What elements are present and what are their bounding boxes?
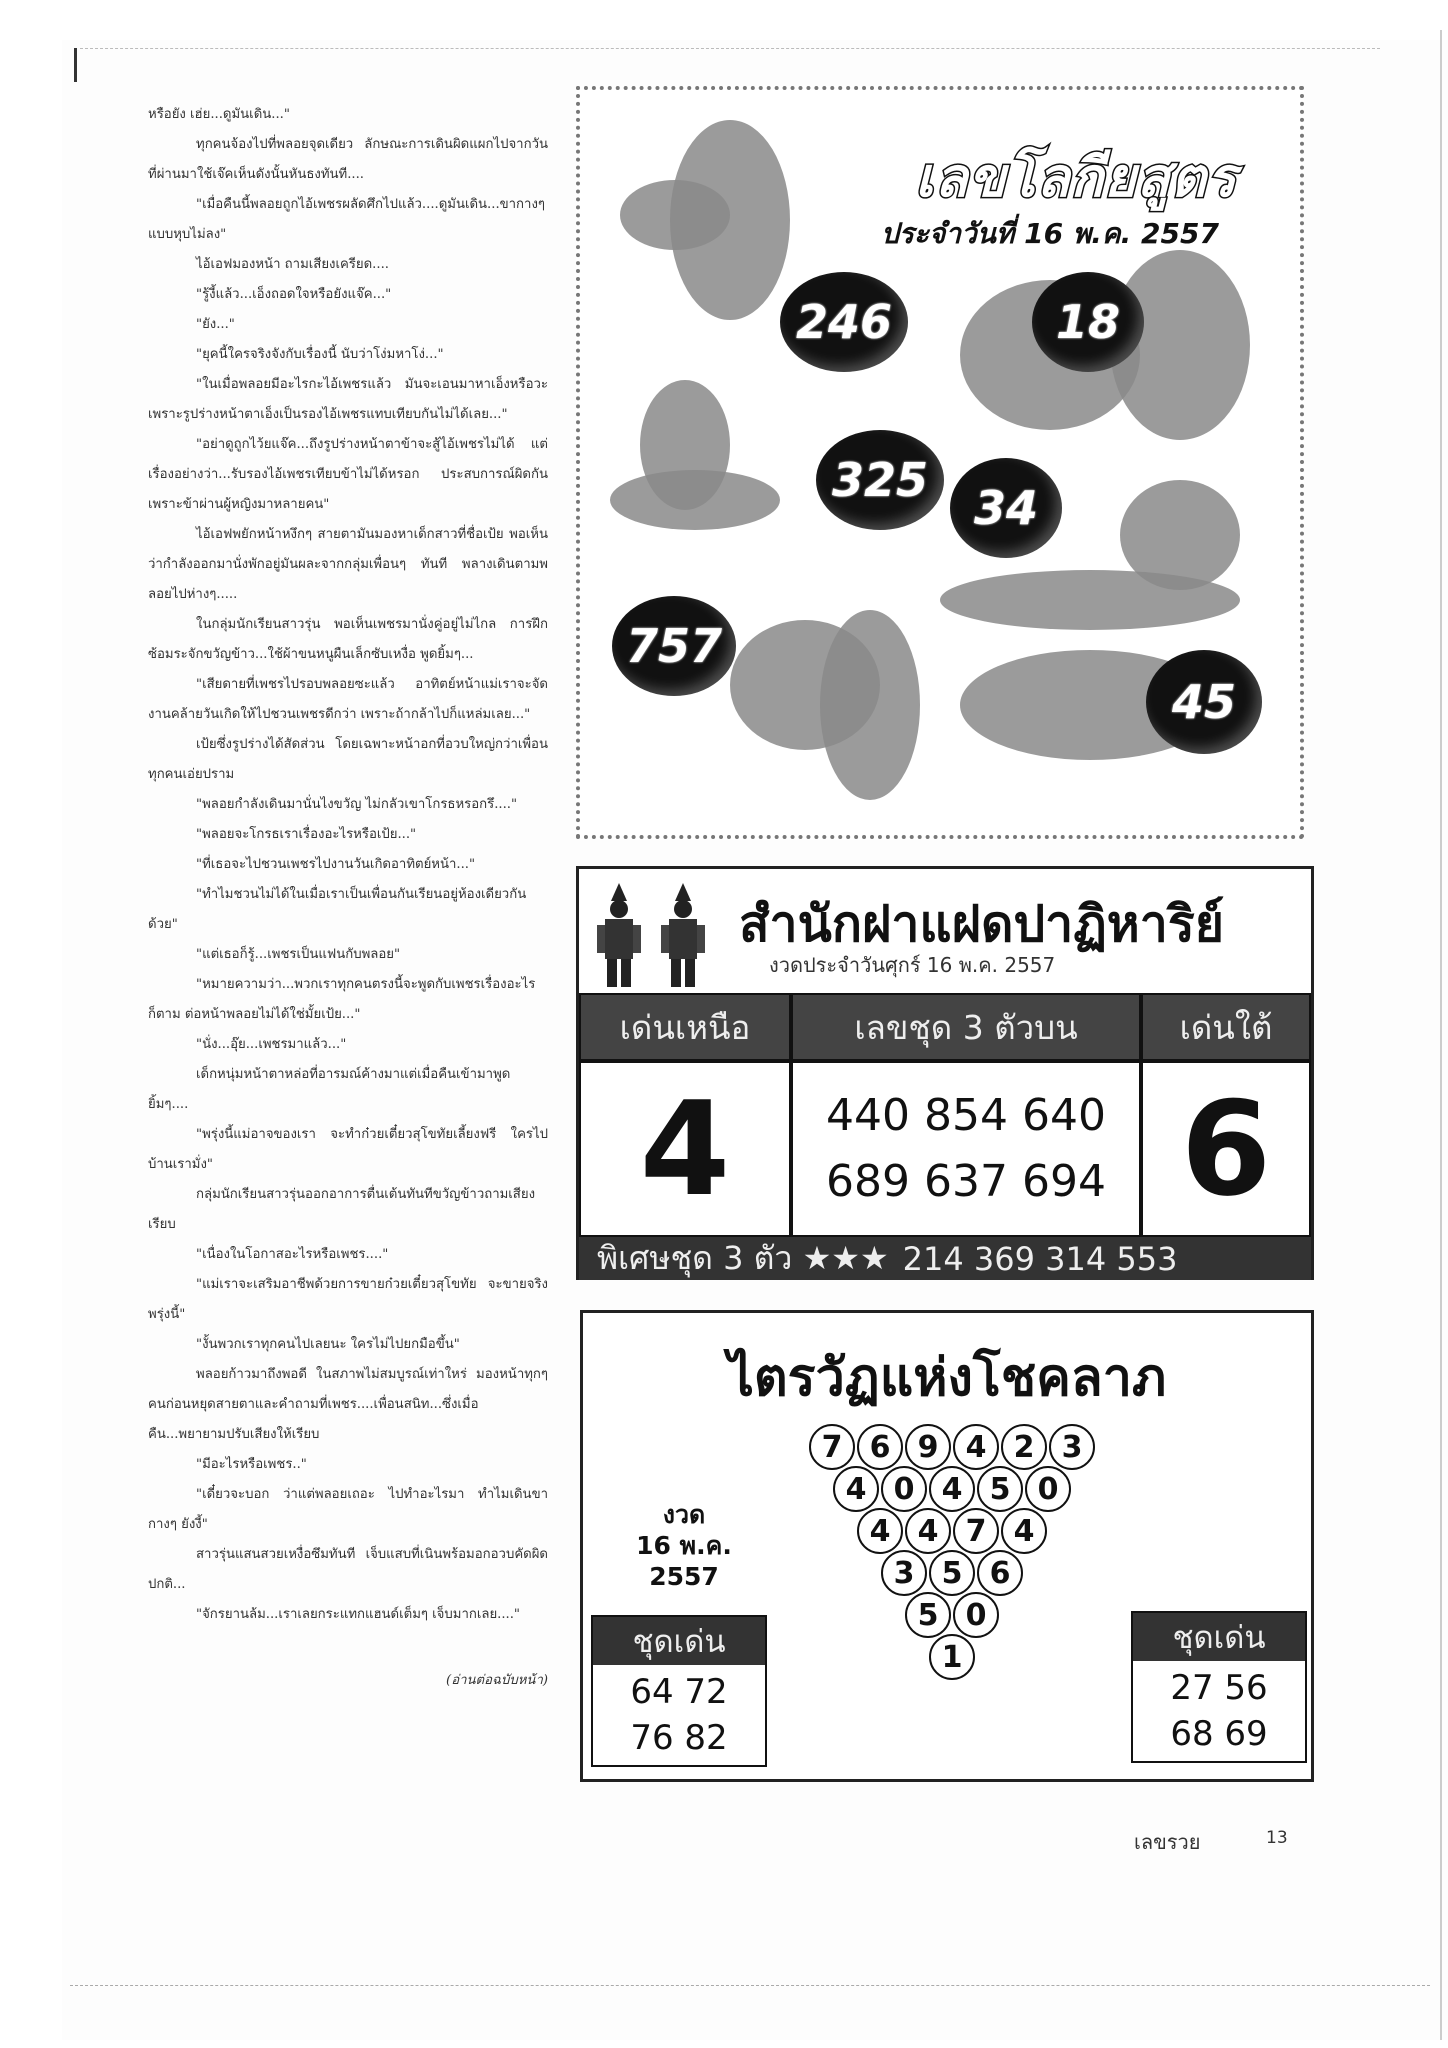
left-featured-value: 64 72	[630, 1672, 728, 1712]
number-ball: 34	[950, 458, 1062, 558]
col-head-south: เด่นใต้	[1141, 993, 1311, 1061]
page-number: 13	[1266, 1828, 1288, 1848]
story-paragraph: กลุ่มนักเรียนสาวรุ่นออกอาการตื่นเต้นทันทีขวัญข้าวถามเสียงเรียบ	[148, 1187, 536, 1232]
triangle-digit: 4	[869, 1514, 891, 1549]
triangle-digit: 1	[941, 1640, 963, 1675]
story-paragraph: "รู้งี้แล้ว...เอ็งถอดใจหรือยังแจ๊ค..."	[196, 287, 392, 302]
story-paragraph: สาวรุ่นแสนสวยเหงื่อซึมทันที เจ็บแสบที่เนินพร้อมอกอวบคัดผิดปกติ...	[148, 1547, 548, 1592]
story-paragraph: "พลอยจะโกรธเราเรื่องอะไรหรือเป้ย..."	[196, 827, 417, 842]
twin-statue-icon	[655, 883, 711, 991]
triangle-digit: 4	[941, 1472, 963, 1507]
story-paragraph: "แม่เราจะเสริมอาชีพด้วยการขายก๋วยเตี๋ยวสุโขทัย จะขายจริงพรุ่งนี้"	[148, 1277, 548, 1322]
story-paragraph: ไอ้เอฟมองหน้า ถามเสียงเครียด....	[196, 257, 389, 272]
triangle-title: ไตรวัฏแห่งโชคลาภ	[727, 1348, 1167, 1408]
twin-office-date: งวดประจำวันศุกร์ 16 พ.ค. 2557	[769, 953, 1056, 977]
right-featured-value: 68 69	[1170, 1714, 1268, 1754]
right-featured-head: ชุดเด่น	[1133, 1613, 1305, 1661]
story-paragraph: "เนื่องในโอกาสอะไรหรือเพชร...."	[196, 1247, 389, 1262]
story-paragraph: "หมายความว่า...พวกเราทุกคนตรงนี้จะพูดกับเพชรเรื่องอะไรก็ตาม ต่อหน้าพลอยไม่ได้ใช่มั้ยเป้ย..."	[148, 977, 536, 1022]
story-paragraph: "เสียดายที่เพชรไปรอบพลอยซะแล้ว อาทิตย์หน้าแม่เราจะจัดงานคล้ายวันเกิดให้ไปชวนเพชรดีกว่า เพราะถ้ากล้าไปก็แหล่มเลย..."	[148, 677, 548, 722]
number-ball: 246	[780, 272, 908, 372]
continued-note: (อ่านต่อฉบับหน้า)	[446, 1673, 548, 1688]
twin-statue-icon	[591, 883, 647, 991]
crop-mark	[74, 48, 77, 82]
triple-row: 440 854 640	[826, 1090, 1106, 1141]
story-column	[148, 100, 548, 1696]
left-featured-value: 76 82	[630, 1718, 728, 1758]
story-paragraph: "ทำไมชวนไม่ได้ในเมื่อเราเป็นเพื่อนกันเรียนอยู่ห้องเดียวกันด้วย"	[148, 887, 527, 932]
story-paragraph: "พรุ่งนี้แม่อาจของเรา จะทำก๋วยเตี๋ยวสุโขทัยเลี้ยงฟรี ใครไปบ้านเรามั่ง"	[148, 1127, 548, 1172]
triple-row: 689 637 694	[826, 1156, 1106, 1207]
story-paragraph: "อย่าดูถูกไว้ยแจ๊ค...ถึงรูปร่างหน้าตาข้าจะสู้ไอ้เพชรไม่ได้ แต่เรื่องอย่างว่า...รับรองไอ้เพชรเทียบข้าไม่ได้หรอก ประสบการณ์ผิดกัน เพราะข้าผ่านผู้หญิงมาหลายคน"	[148, 437, 548, 512]
draw-year: 2557	[649, 1562, 719, 1591]
triangle-digit: 2	[1013, 1430, 1035, 1465]
triangle-digit: 5	[941, 1556, 963, 1591]
triangle-digit: 0	[1037, 1472, 1059, 1507]
story-paragraph: "เมื่อคืนนี้พลอยถูกไอ้เพชรผลัดศึกไปแล้ว....ดูมันเดิน...ขากางๆ แบบหุบไม่ลง"	[148, 197, 545, 242]
story-paragraph: "ยัง..."	[196, 317, 235, 332]
twin-office-panel	[576, 866, 1314, 1280]
story-paragraph: ไอ้เอฟพยักหน้าหงึกๆ สายตามันมองหาเด็กสาวที่ชื่อเป้ย พอเห็นว่ากำลังออกมานั่งพักอยู่มันผละจากกลุ่มเพื่อนๆ ทันที พลางเดินตามพลอยไปห่างๆ.....	[148, 527, 548, 602]
story-paragraph: ทุกคนจ้องไปที่พลอยจุดเดียว ลักษณะการเดินผิดแผกไปจากวันที่ผ่านมาใช้เจ๊คเห็นดังนั้นหันธงทันที....	[148, 137, 548, 182]
right-edge-line	[1440, 30, 1442, 2040]
story-paragraph: "พลอยกำลังเดินมานั่นไงขวัญ ไม่กลัวเขาโกรธหรอกรึ...."	[196, 797, 518, 812]
triangle-digit: 0	[965, 1598, 987, 1633]
number-ball: 757	[612, 596, 736, 696]
triangle-digit: 5	[989, 1472, 1011, 1507]
left-featured-box	[591, 1615, 767, 1767]
story-paragraph: เป้ยซึ่งรูปร่างได้สัดส่วน โดยเฉพาะหน้าอกที่อวบใหญ่กว่าเพื่อนทุกคนเอ่ยปราม	[148, 737, 548, 782]
top-divider	[80, 48, 1380, 50]
triangle-digit: 4	[845, 1472, 867, 1507]
triangle-digit: 7	[965, 1514, 987, 1549]
triangle-digit: 0	[893, 1472, 915, 1507]
story-paragraph: "ยุคนี้ใครจริงจังกับเรื่องนี้ นับว่าโง่มหาโง่..."	[196, 347, 444, 362]
silhouette-figure	[820, 610, 920, 800]
lokiya-panel	[576, 86, 1304, 839]
right-featured-box	[1131, 1611, 1307, 1763]
triangle-digit: 4	[965, 1430, 987, 1465]
north-digit: 4	[639, 1073, 731, 1225]
story-paragraph: หรือยัง เฮ่ย...ดูมันเดิน..."	[148, 107, 290, 122]
draw-label	[619, 1499, 749, 1592]
triangle-digit: 5	[917, 1598, 939, 1633]
right-featured-value: 27 56	[1170, 1668, 1268, 1708]
number-ball: 45	[1146, 650, 1262, 754]
triples-cell	[791, 1061, 1141, 1237]
draw-date: 16 พ.ค.	[636, 1531, 732, 1560]
twin-office-grid	[579, 993, 1311, 1237]
triangle-digit: 4	[917, 1514, 939, 1549]
magazine-name: เลขรวย	[1134, 1830, 1201, 1854]
story-paragraph: เด็กหนุ่มหน้าตาหล่อที่อารมณ์ค้างมาแต่เมื่อคืนเข้ามาพูดยิ้มๆ....	[148, 1067, 511, 1112]
story-paragraph: "จักรยานล้ม...เราเลยกระแทกแฮนด์เต็มๆ เจ็บมากเลย...."	[196, 1607, 521, 1622]
story-paragraph: พลอยก้าวมาถึงพอดี ในสภาพไม่สมบูรณ์เท่าใหร่ มองหน้าทุกๆ คนก่อนหยุดสายตาและคำถามที่เพชร....เพื่อนสนิท...ซึ่งเมื่อคืน...พยายามปรับเสียงให้เรียบ	[148, 1367, 548, 1442]
triangle-panel	[580, 1310, 1314, 1782]
triangle-digit: 4	[1013, 1514, 1035, 1549]
silhouette-figure	[1120, 480, 1240, 590]
special-set-values: 214 369 314 553	[902, 1239, 1178, 1278]
number-ball: 325	[816, 430, 944, 530]
silhouette-figure	[610, 470, 780, 530]
story-paragraph: "เดี๋ยวจะบอก ว่าแต่พลอยเถอะ ไปทำอะไรมา ทำไมเดินขากางๆ ยังงี้"	[148, 1487, 548, 1532]
draw-word: งวด	[662, 1500, 706, 1529]
story-paragraph: "ที่เธอจะไปชวนเพชรไปงานวันเกิดอาทิตย์หน้า..."	[196, 857, 476, 872]
south-digit-cell	[1141, 1061, 1311, 1237]
triangle-digit: 6	[869, 1430, 891, 1465]
story-paragraph: "มีอะไรหรือเพชร.."	[196, 1457, 307, 1472]
triangle-digit: 3	[1061, 1430, 1083, 1465]
special-set-bar	[579, 1237, 1311, 1280]
story-paragraph: "นั่ง...อุ๊ย...เพชรมาแล้ว..."	[196, 1037, 347, 1052]
twin-office-title: สำนักฝาแฝดปาฏิหาริย์	[739, 895, 1224, 953]
south-digit: 6	[1180, 1073, 1272, 1225]
triangle-digit: 7	[821, 1430, 843, 1465]
special-set-label: พิเศษชุด 3 ตัว ★★★	[597, 1239, 889, 1277]
north-digit-cell	[579, 1061, 791, 1237]
number-ball: 18	[1032, 272, 1144, 372]
lokiya-date: ประจำวันที่ 16 พ.ค. 2557	[881, 217, 1219, 250]
col-head-triples: เลขชุด 3 ตัวบน	[791, 993, 1141, 1061]
triangle-digit: 9	[917, 1430, 939, 1465]
story-paragraph: "ในเมื่อพลอยมีอะไรกะไอ้เพชรแล้ว มันจะเอนมาหาเอ็งหรือวะ เพราะรูปร่างหน้าตาเอ็งเป็นรองไอ้เพชรแทบเทียบกันไม่ได้เลย..."	[148, 377, 548, 422]
col-head-north: เด่นเหนือ	[579, 993, 791, 1061]
left-featured-head: ชุดเด่น	[593, 1617, 765, 1665]
triangle-digit: 6	[989, 1556, 1011, 1591]
silhouette-figure	[620, 180, 730, 250]
triangle-digit: 3	[893, 1556, 915, 1591]
story-paragraph: "งั้นพวกเราทุกคนไปเลยนะ ใครไม่ไปยกมือขึ้น"	[196, 1337, 460, 1352]
lokiya-title: เลขโลกียสูตร	[915, 146, 1237, 209]
story-paragraph: ในกลุ่มนักเรียนสาวรุ่น พอเห็นเพชรมานั่งคู่อยู่ไม่ไกล การฝึกซ้อมระจักขวัญข้าว...ใช้ผ้าขนหนูผืนเล็กซับเหงื่อ พูดยิ้มๆ...	[148, 617, 548, 662]
story-paragraph: "แต่เธอก็รู้...เพชรเป็นแฟนกับพลอย"	[196, 947, 401, 962]
bottom-divider	[70, 1985, 1430, 1987]
